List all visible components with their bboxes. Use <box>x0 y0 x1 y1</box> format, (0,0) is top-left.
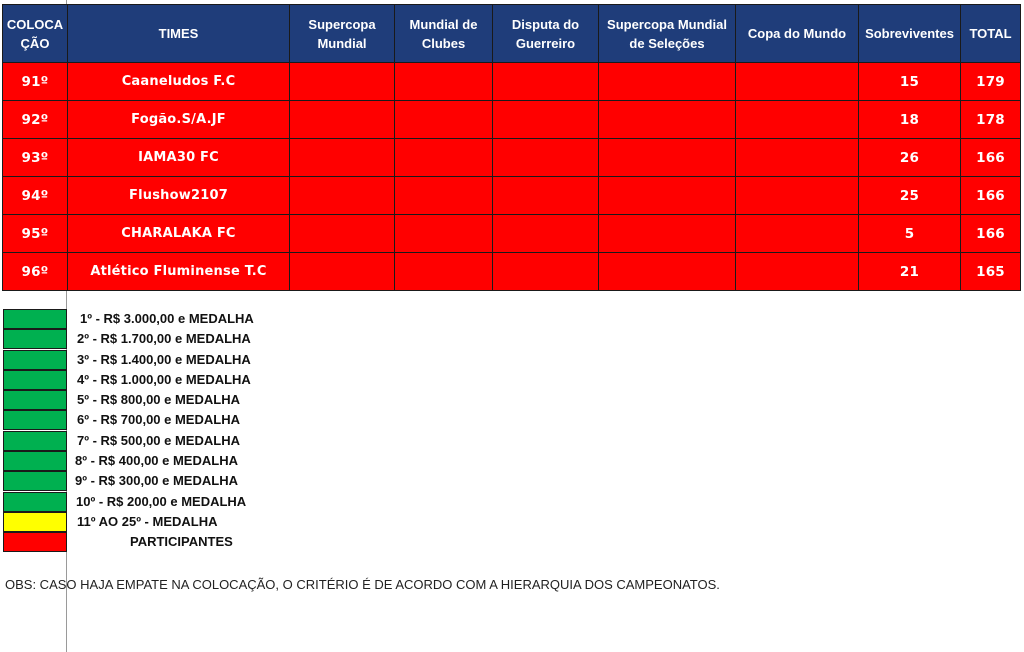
team-cell: CHARALAKA FC <box>68 215 290 253</box>
obs-note: OBS: CASO HAJA EMPATE NA COLOCAÇÃO, O CRITÉRIO É DE ACORDO COM A HIERARQUIA DOS CAMPEONATOS. <box>5 577 720 592</box>
legend-label: 5º - R$ 800,00 e MEDALHA <box>77 392 240 408</box>
disputa-cell <box>493 139 599 177</box>
ranking-table <box>2 4 1021 291</box>
col-total-header: TOTAL <box>961 5 1021 63</box>
sobreviventes-cell: 5 <box>859 215 961 253</box>
supercopa-cell <box>290 177 395 215</box>
sobreviventes-cell: 15 <box>859 63 961 101</box>
copa-cell <box>736 139 859 177</box>
total-cell: 165 <box>961 253 1021 291</box>
rank-cell: 92º <box>3 101 68 139</box>
legend-swatch <box>3 350 67 370</box>
total-cell: 166 <box>961 177 1021 215</box>
disputa-cell <box>493 253 599 291</box>
disputa-cell <box>493 215 599 253</box>
rank-cell: 93º <box>3 139 68 177</box>
table-row <box>3 63 1021 101</box>
legend-swatch <box>3 410 67 430</box>
legend-swatch <box>3 512 67 532</box>
rank-cell: 95º <box>3 215 68 253</box>
rank-cell: 96º <box>3 253 68 291</box>
supercopa-cell <box>290 101 395 139</box>
table-row <box>3 253 1021 291</box>
supercopa-cell <box>290 215 395 253</box>
legend-label: 6º - R$ 700,00 e MEDALHA <box>77 412 240 428</box>
col-sobreviventes-header: Sobreviventes <box>859 5 961 63</box>
sobreviventes-cell: 18 <box>859 101 961 139</box>
legend-label: 1º - R$ 3.000,00 e MEDALHA <box>80 311 254 326</box>
selecoes-cell <box>599 63 736 101</box>
supercopa-cell <box>290 63 395 101</box>
rank-cell: 94º <box>3 177 68 215</box>
legend-swatch <box>3 451 67 471</box>
legend-swatch <box>3 471 67 491</box>
legend-label: 4º - R$ 1.000,00 e MEDALHA <box>77 371 251 387</box>
selecoes-cell <box>599 139 736 177</box>
col-times-header: TIMES <box>68 5 290 63</box>
header-row <box>3 5 1021 63</box>
table-row <box>3 177 1021 215</box>
total-cell: 179 <box>961 63 1021 101</box>
total-cell: 166 <box>961 139 1021 177</box>
legend-swatch <box>3 431 67 451</box>
col-colocacao-header: COLOCA ÇÃO <box>3 5 68 63</box>
mundial-cell <box>395 63 493 101</box>
disputa-cell <box>493 101 599 139</box>
total-cell: 166 <box>961 215 1021 253</box>
selecoes-cell <box>599 215 736 253</box>
col-mundial-clubes-header: Mundial de Clubes <box>395 5 493 63</box>
table-row <box>3 215 1021 253</box>
total-cell: 178 <box>961 101 1021 139</box>
supercopa-cell <box>290 139 395 177</box>
team-cell: Fogão.S/A.JF <box>68 101 290 139</box>
mundial-cell <box>395 139 493 177</box>
legend-label: PARTICIPANTES <box>130 534 233 550</box>
copa-cell <box>736 215 859 253</box>
col-supercopa-selecoes-header: Supercopa Mundial de Seleções <box>599 5 736 63</box>
table-row <box>3 101 1021 139</box>
team-cell: IAMA30 FC <box>68 139 290 177</box>
legend-label: 8º - R$ 400,00 e MEDALHA <box>75 453 238 469</box>
copa-cell <box>736 253 859 291</box>
mundial-cell <box>395 215 493 253</box>
col-supercopa-mundial-header: Supercopa Mundial <box>290 5 395 63</box>
legend-label: 9º - R$ 300,00 e MEDALHA <box>75 473 238 489</box>
copa-cell <box>736 101 859 139</box>
legend-label: 11º AO 25º - MEDALHA <box>77 513 218 529</box>
mundial-cell <box>395 253 493 291</box>
mundial-cell <box>395 101 493 139</box>
team-cell: Atlético Fluminense T.C <box>68 253 290 291</box>
legend-swatch <box>3 532 67 552</box>
col-disputa-guerreiro-header: Disputa do Guerreiro <box>493 5 599 63</box>
selecoes-cell <box>599 101 736 139</box>
copa-cell <box>736 63 859 101</box>
col-copa-mundo-header: Copa do Mundo <box>736 5 859 63</box>
selecoes-cell <box>599 177 736 215</box>
table-row <box>3 139 1021 177</box>
team-cell: Flushow2107 <box>68 177 290 215</box>
legend-swatch <box>3 329 67 349</box>
legend-swatch <box>3 309 67 329</box>
copa-cell <box>736 177 859 215</box>
legend-swatch <box>3 370 67 390</box>
sobreviventes-cell: 26 <box>859 139 961 177</box>
mundial-cell <box>395 177 493 215</box>
legend-label: 2º - R$ 1.700,00 e MEDALHA <box>77 331 251 347</box>
sobreviventes-cell: 21 <box>859 253 961 291</box>
legend-swatch <box>3 492 67 512</box>
legend-swatch <box>3 390 67 410</box>
rank-cell: 91º <box>3 63 68 101</box>
legend-label: 10º - R$ 200,00 e MEDALHA <box>76 493 247 509</box>
legend-label: 7º - R$ 500,00 e MEDALHA <box>77 432 240 448</box>
disputa-cell <box>493 63 599 101</box>
team-cell: Caaneludos F.C <box>68 63 290 101</box>
legend-label: 3º - R$ 1.400,00 e MEDALHA <box>77 351 251 367</box>
supercopa-cell <box>290 253 395 291</box>
sobreviventes-cell: 25 <box>859 177 961 215</box>
selecoes-cell <box>599 253 736 291</box>
disputa-cell <box>493 177 599 215</box>
